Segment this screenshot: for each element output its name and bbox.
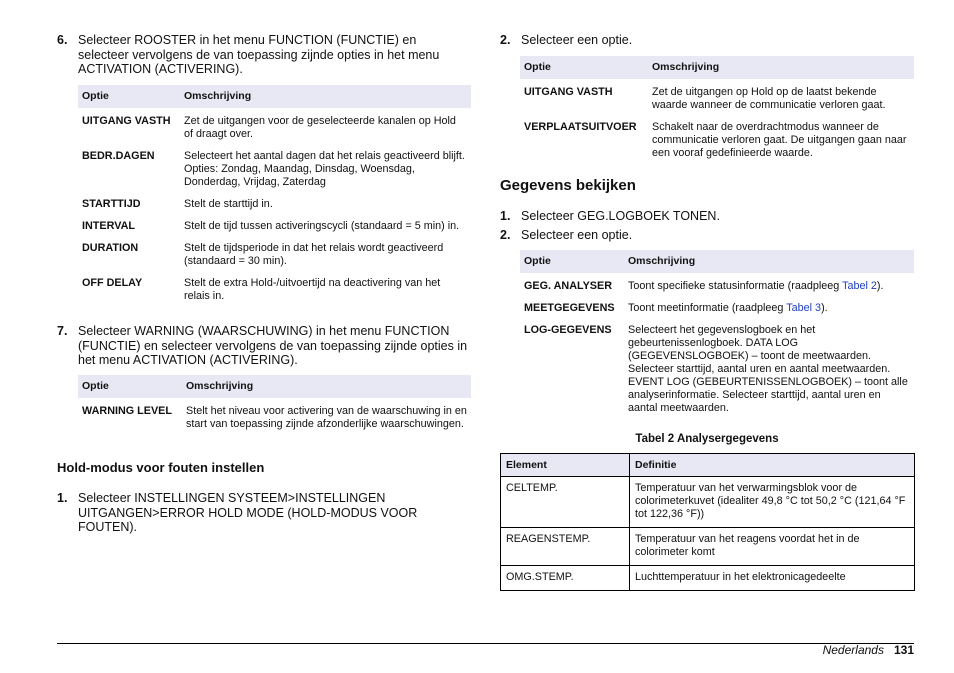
desc-text: ). [821,302,828,314]
column-header: Optie [520,56,648,79]
step-text: Selecteer ROOSTER in het menu FUNCTION (FUNCTIE) en selecteer vervolgens de van toepassing zijnde opties in het menu ACTIVATION (ACTIVERING). [78,33,440,77]
page-footer [823,643,914,657]
table-row [520,79,914,121]
step-text: Selecteer een optie. [521,33,633,47]
element-cell: CELTEMP. [501,477,630,528]
option-desc: Selecteert het aantal dagen dat het relais geactiveerd blijft. Opties: Zondag, Maandag, Dinsdag, Woensdag, Donderdag, Vrijdag, Zaterdag [184,150,465,188]
step-number: 1. [500,209,511,223]
table-row [78,242,471,277]
table-row [501,477,915,528]
step-text: Selecteer INSTELLINGEN SYSTEEM>INSTELLINGEN UITGANGEN>ERROR HOLD MODE (HOLD-MODUS VOOR FOUTEN). [78,491,418,535]
table-row [78,108,471,150]
option-desc: Schakelt naar de overdrachtmodus wanneer de communicatie verloren gaat. De uitgangen gaan naar een vooraf gedefinieerde waarde. [652,121,907,159]
step-1-hold [57,491,471,537]
options-table-warning [78,375,471,440]
table-2-link[interactable]: Tabel 2 [842,280,877,292]
page-number: 131 [893,643,914,657]
table-row [78,277,471,312]
column-header: Omschrijving [180,85,471,108]
element-cell: REAGENSTEMP. [501,528,630,566]
column-header: Optie [520,250,624,273]
column-header: Optie [78,375,182,398]
element-cell: OMG.STEMP. [501,566,630,591]
step-6 [57,33,471,79]
option-key: VERPLAATSUITVOER [524,121,637,133]
option-key: GEG. ANALYSER [524,280,612,292]
table-row [78,398,471,440]
step-1-view [500,209,914,225]
table-row [520,324,914,424]
option-key: STARTTIJD [82,198,141,210]
definition-cell: Luchttemperatuur in het elektronicagedeelte [630,566,915,591]
step-7 [57,324,471,370]
options-table-rooster [78,85,471,312]
footer-language: Nederlands [822,643,884,657]
desc-text: ). [876,280,884,292]
table-caption: Tabel 2 Analysergegevens [635,433,779,445]
options-table-error-hold [520,56,914,169]
option-desc [624,324,914,424]
option-desc [624,273,914,302]
option-key: BEDR.DAGEN [82,150,155,162]
option-desc: Stelt de tijd tussen activeringscycli (standaard = 5 min) in. [184,220,460,232]
column-header: Definitie [630,454,915,477]
table-row [78,198,471,220]
option-desc: Zet de uitgangen voor de geselecteerde kanalen op Hold of draagt over. [184,115,456,140]
option-key: UITGANG VASTH [524,86,613,98]
step-text: Selecteer GEG.LOGBOEK TONEN. [521,209,720,223]
option-desc: Stelt de extra Hold-/uitvoertijd na deactivering van het relais in. [184,277,441,302]
options-table-view-data [520,250,914,424]
desc-text: Toont specifieke statusinformatie (raadpleeg [628,280,843,292]
table-row [78,150,471,198]
column-header: Omschrijving [648,56,914,79]
column-header: Element [501,454,630,477]
step-number: 2. [500,228,511,242]
step-2-view [500,228,914,244]
column-header: Optie [78,85,180,108]
column-header: Omschrijving [624,250,914,273]
analyser-data-table [500,453,915,591]
table-row [520,273,914,302]
footer-divider [57,643,914,644]
step-number: 6. [57,33,68,47]
option-key: INTERVAL [82,220,135,232]
column-header: Omschrijving [182,375,471,398]
option-key: LOG-GEGEVENS [524,324,612,336]
table-row [501,528,915,566]
table-row [520,121,914,169]
desc-text: Toont meetinformatie (raadpleeg [628,302,787,314]
table-3-link[interactable]: Tabel 3 [786,302,822,314]
table-row [78,220,471,242]
table-row [501,566,915,591]
option-desc: Zet de uitgangen op Hold op de laatst bekende waarde wanneer de communicatie verloren gaat. [652,86,886,111]
definition-cell: Temperatuur van het verwarmingsblok voor de colorimeterkuvet (idealiter 49,8 °C tot 50,2 °C (121,64 °F tot 122,36 °F)) [630,477,915,528]
subheading: Hold-modus voor fouten instellen [57,460,265,475]
section-title: Gegevens bekijken [500,177,636,194]
step-number: 1. [57,491,68,505]
option-key: MEETGEGEVENS [524,302,615,314]
option-key: WARNING LEVEL [82,405,172,417]
option-key: UITGANG VASTH [82,115,171,127]
table-row [520,302,914,324]
desc-text: Selecteert het gegevenslogboek en het gebeurtenissenlogboek. DATA LOG (GEGEVENSLOGBOEK) – toont de meetwaarden. Selecteer starttijd, aantal uren en aantal meetwaarden. EVENT LOG (GEBEURTENISSENLOGBOEK) – toont alle analyserinformatie. Selecteer starttijd, aantal uren en aantal meetwaarden. [628,324,908,414]
step-number: 7. [57,324,68,338]
step-text: Selecteer een optie. [521,228,633,242]
definition-cell: Temperatuur van het reagens voordat het in de colorimeter komt [630,528,915,566]
option-desc [624,302,914,324]
option-key: OFF DELAY [82,277,143,289]
option-desc: Stelt de tijdsperiode in dat het relais wordt geactiveerd (standaard = 30 min). [184,242,444,267]
option-desc: Stelt de starttijd in. [184,198,273,210]
step-2-error-hold [500,33,914,49]
step-number: 2. [500,33,511,47]
option-key: DURATION [82,242,139,254]
step-text: Selecteer WARNING (WAARSCHUWING) in het menu FUNCTION (FUNCTIE) en selecteer vervolgens de van toepassing zijnde opties in het menu ACTIVATION (ACTIVERING). [78,324,468,368]
option-desc: Stelt het niveau voor activering van de waarschuwing in en start van toepassing zijnde afzonderlijke waarschuwingen. [186,405,467,430]
